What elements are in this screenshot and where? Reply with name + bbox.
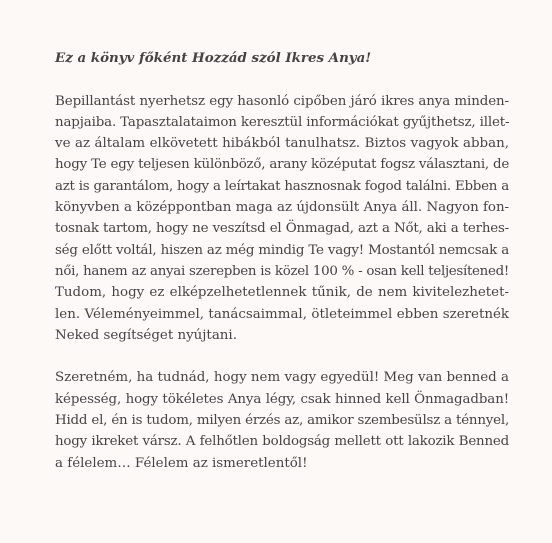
text-line: tosnak tartom, hogy ne veszítsd el Önmagad, azt a Nőt, aki a terhes- — [55, 221, 509, 237]
text-line: hogy Te egy teljesen különböző, arany középutat fogsz választani, de — [55, 157, 510, 173]
text-line: képesség, hogy tökéletes Anya légy, csak hinned kell Önmagadban! — [55, 391, 509, 407]
text-line: Neked segítséget nyújtani. — [55, 327, 237, 343]
text-line: ség előtt voltál, hiszen az még mindig Te vagy! Mostantól nemcsak a — [55, 242, 509, 258]
text-line: a félelem… Félelem az ismeretlentől! — [55, 455, 308, 471]
text-line: Tudom, hogy ez elképzelhetetlennek tűnik, de nem kivitelezhetet- — [55, 285, 509, 301]
text-line: ve az általam elkövetett hibákból tanulhatsz. Biztos vagyok abban, — [55, 136, 509, 152]
text-line: Hidd el, én is tudom, milyen érzés az, amikor szembesülsz a ténnyel, — [55, 413, 509, 429]
text-line: azt is garantálom, hogy a leírtakat hasznosnak fogod találni. Ebben a — [55, 178, 509, 194]
text-line: Bepillantást nyerhetsz egy hasonló cipőben járó ikres anya minden- — [55, 93, 509, 109]
text-line: Szeretném, ha tudnád, hogy nem vagy egyedül! Meg van benned a — [55, 370, 509, 386]
text-line: könyvben a középpontban maga az újdonsült Anya áll. Nagyon fon- — [55, 200, 509, 216]
text-line: len. Véleményeimmel, tanácsaimmal, ötleteimmel ebben szeretnék — [55, 306, 509, 322]
text-line: napjaiba. Tapasztalataimon keresztül információkat gyűjthetsz, illet- — [55, 114, 510, 130]
text-line: női, hanem az anyai szerepben is közel 100 % - osan kell teljesítened! — [55, 263, 509, 279]
page-heading: Ez a könyv főként Hozzád szól Ikres Anya! — [55, 50, 372, 66]
book-page — [55, 48, 509, 495]
paragraph-intro — [55, 91, 509, 347]
text-line: hogy ikreket vársz. A felhőtlen boldogság mellett ott lakozik Benned — [55, 434, 509, 450]
paragraph-encouragement — [55, 367, 509, 473]
